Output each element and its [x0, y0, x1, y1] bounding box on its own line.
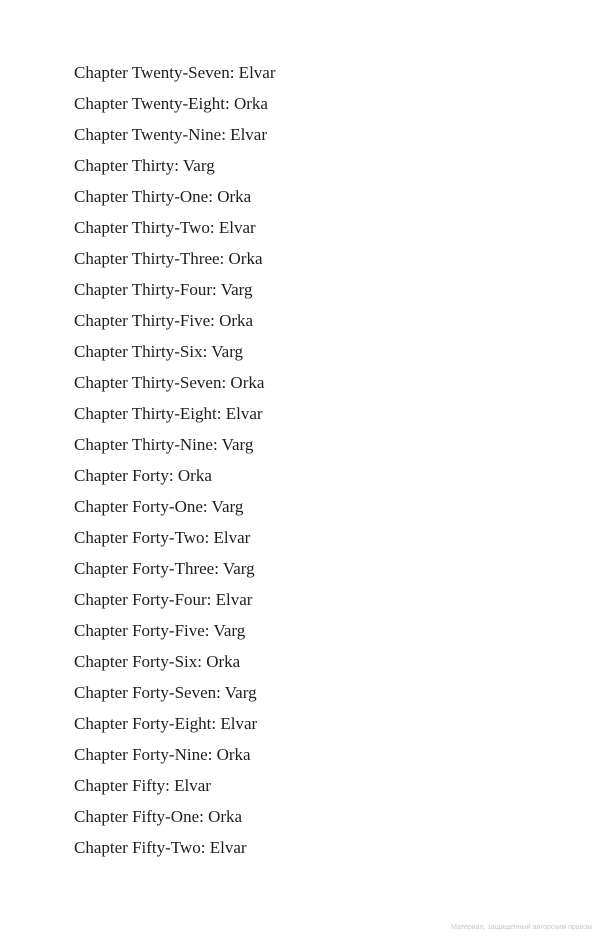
toc-entry[interactable]: Chapter Thirty-Six: Varg: [74, 342, 244, 361]
toc-entry[interactable]: Chapter Twenty-Eight: Orka: [74, 94, 268, 113]
toc-entry[interactable]: Chapter Thirty-Two: Elvar: [74, 218, 256, 237]
toc-entry[interactable]: Chapter Twenty-Seven: Elvar: [74, 63, 276, 82]
toc-entry[interactable]: Chapter Forty-Nine: Orka: [74, 745, 251, 764]
toc-entry[interactable]: Chapter Thirty-Eight: Elvar: [74, 404, 263, 423]
toc-entry[interactable]: Chapter Thirty-Nine: Varg: [74, 435, 254, 454]
toc-entry[interactable]: Chapter Thirty-Four: Varg: [74, 280, 253, 299]
toc-entry[interactable]: Chapter Thirty: Varg: [74, 156, 215, 175]
toc-entry[interactable]: Chapter Forty-Eight: Elvar: [74, 714, 258, 733]
toc-entry[interactable]: Chapter Forty-One: Varg: [74, 497, 244, 516]
toc-entry[interactable]: Chapter Forty-Seven: Varg: [74, 683, 257, 702]
toc-entry[interactable]: Chapter Forty: Orka: [74, 466, 212, 485]
toc-entry[interactable]: Chapter Forty-Six: Orka: [74, 652, 241, 671]
toc-entry[interactable]: Chapter Fifty-One: Orka: [74, 807, 243, 826]
toc-entry[interactable]: Chapter Thirty-Five: Orka: [74, 311, 254, 330]
toc-entry[interactable]: Chapter Fifty-Two: Elvar: [74, 838, 247, 857]
toc-entry[interactable]: Chapter Thirty-One: Orka: [74, 187, 252, 206]
toc-entry[interactable]: Chapter Forty-Three: Varg: [74, 559, 255, 578]
toc-entry[interactable]: Chapter Fifty: Elvar: [74, 776, 211, 795]
toc-entry[interactable]: Chapter Thirty-Seven: Orka: [74, 373, 265, 392]
toc-entry[interactable]: Chapter Thirty-Three: Orka: [74, 249, 263, 268]
toc-entry[interactable]: Chapter Forty-Two: Elvar: [74, 528, 251, 547]
toc-entry[interactable]: Chapter Twenty-Nine: Elvar: [74, 125, 267, 144]
table-of-contents: [74, 59, 276, 865]
toc-entry[interactable]: Chapter Forty-Four: Elvar: [74, 590, 253, 609]
toc-entry[interactable]: Chapter Forty-Five: Varg: [74, 621, 246, 640]
copyright-watermark: Материал, защищенный авторским правом: [451, 924, 592, 931]
